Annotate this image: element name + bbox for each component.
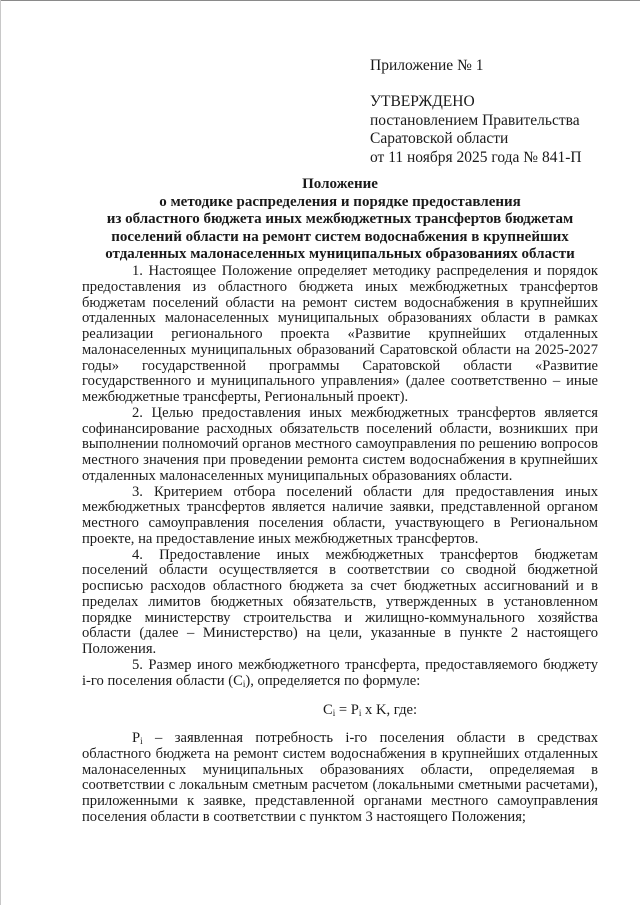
variable-p: P xyxy=(132,730,141,746)
approval-line-2: Саратовской области xyxy=(370,130,509,147)
paragraph-2: 2. Целью предоставления иных межбюджетных трансфертов является софинансирование расходных обязательств поселений области, возникших при выполнении полномочий органов местного самоуправления по решению вопросов местного значения при проведении ремонта систем водоснабжения в крупнейших отдаленных малонаселенных муниципальных образованиях области. xyxy=(82,404,598,484)
paragraph-6 xyxy=(82,731,598,826)
formula-rest: x K, где: xyxy=(361,702,418,719)
formula-p-subscript: i xyxy=(358,708,362,719)
title-line-3: поселений области на ремонт систем водоснабжения в крупнейших xyxy=(111,228,569,245)
formula-lhs: C xyxy=(322,702,333,719)
appendix-label: Приложение № 1 xyxy=(370,57,484,74)
formula-lhs-subscript: i xyxy=(332,708,336,719)
subscript-i: i xyxy=(242,678,246,689)
approval-block xyxy=(370,93,582,167)
variable-p-subscript: i xyxy=(140,736,143,746)
document-body xyxy=(82,264,598,826)
paragraph-3: 3. Критерием отбора поселений области для предоставления иных межбюджетных трансфертов является наличие заявки, представленной органом местного самоуправления поселения области, участвующего в Региональном проекте, на предоставление иных межбюджетных трансфертов. xyxy=(82,483,598,547)
paragraph-4: 4. Предоставление иных межбюджетных трансфертов бюджетам поселений области осуществляется в соответствии со сводной бюджетной росписью расходов областного бюджета за счет бюджетных ассигнований и в пределах лимитов бюджетных обязательств, утвержденных в установленном порядке министерству строительства и жилищно-коммунального хозяйства области (далее – Министерство) на цели, указанные в пункте 2 настоящего Положения. xyxy=(82,546,598,657)
page-left-edge xyxy=(0,0,1,905)
title-line-2: из областного бюджета иных межбюджетных трансфертов бюджетам xyxy=(106,211,574,227)
approval-line-1: постановлением Правительства xyxy=(370,111,580,129)
formula-equals: = P xyxy=(335,702,359,719)
formula xyxy=(82,703,598,719)
title-line-1: о методике распределения и порядке предоставления xyxy=(159,193,521,210)
paragraph-5 xyxy=(82,658,598,690)
approval-stamp: УТВЕРЖДЕНО xyxy=(370,93,475,110)
paragraph-1: 1. Настоящее Положение определяет методику распределения и порядок предоставления из областного бюджета иных межбюджетных трансфертов бюджетам поселений области на ремонт систем водоснабжения в крупнейших отдаленных малонаселенных муниципальных образованиях области в рамках реализации регионального проекта «Развитие крупнейших отдаленных малонаселенных муниципальных образований Саратовской области на 2025-2027 годы» государственной программы Саратовской области «Развитие государственного и муниципального управления» (далее соответственно – иные межбюджетные трансферты, Региональный проект). xyxy=(82,263,598,405)
paragraph-5-text: 5. Размер иного межбюджетного трансферта, предоставляемого бюджету i-го поселения области (C xyxy=(82,656,598,689)
paragraph-6-text: – заявленная потребность i-го поселения области в средствах областного бюджета на ремонт систем водоснабжения в крупнейших отдаленных малонаселенных муниципальных образованиях области, определяемая в соответствии с локальным сметным расчетом (локальными сметными расчетами), приложенными к заявке, представленной органами местного самоуправления поселения области в соответствии с пунктом 3 настоящего Положения; xyxy=(82,730,598,825)
document-title xyxy=(82,176,598,264)
approval-line-3: от 11 ноября 2025 года № 841-П xyxy=(370,148,582,166)
title-heading: Положение xyxy=(302,176,378,192)
title-line-4: отдаленных малонаселенных муниципальных образованиях области xyxy=(105,246,575,262)
page-top-edge xyxy=(0,0,640,1)
paragraph-5-text-end: ), определяется по формуле: xyxy=(245,672,421,689)
